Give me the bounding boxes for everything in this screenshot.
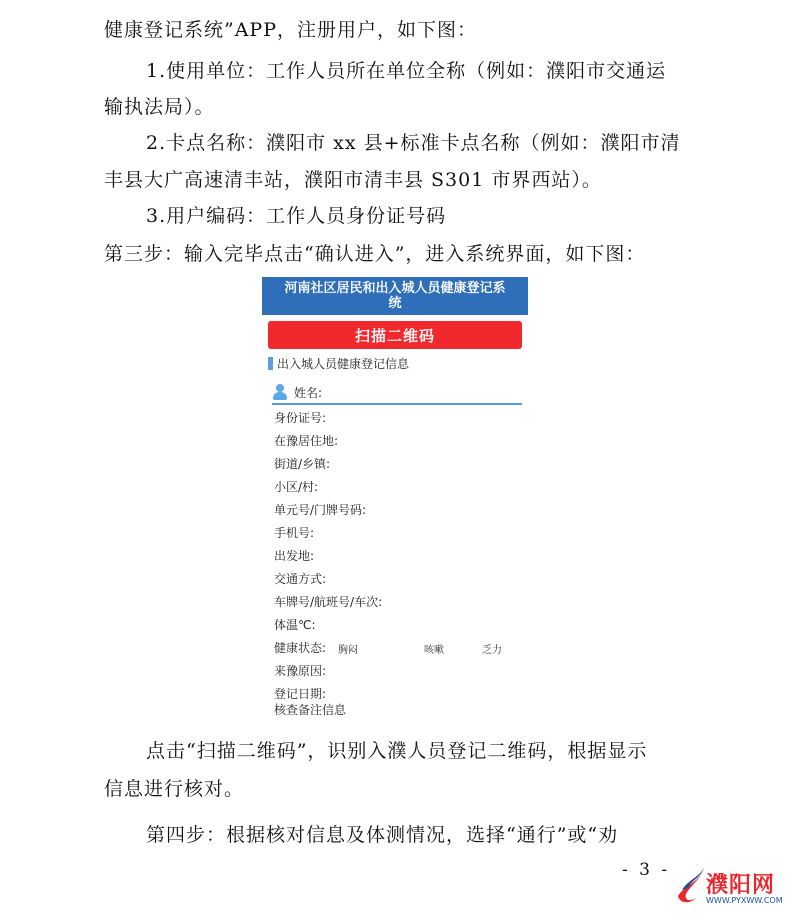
paragraph-line: 输执法局）。	[104, 96, 215, 118]
section-title	[268, 355, 409, 372]
temperature-field[interactable]: 体温℃:	[274, 618, 316, 632]
health-status-field: 健康状态:	[274, 641, 327, 655]
paragraph-line: 第三步：输入完毕点击“确认进入”，进入系统界面，如下图：	[104, 243, 646, 265]
street-field[interactable]: 街道/乡镇:	[274, 457, 331, 471]
site-logo	[672, 860, 788, 915]
scan-qr-button[interactable]: 扫描二维码	[268, 321, 522, 349]
paragraph-line: 丰县大广高速清丰站，濮阳市清丰县 S301 市界西站）。	[104, 169, 602, 191]
health-option[interactable]: 咳嗽	[424, 645, 444, 656]
unit-number-field[interactable]: 单元号/门牌号码:	[274, 503, 367, 517]
logo-swirl-icon	[674, 866, 706, 906]
reason-field[interactable]: 来豫原因:	[274, 664, 327, 678]
id-number-field[interactable]: 身份证号:	[274, 411, 327, 425]
page-number: - 3 -	[622, 860, 671, 880]
paragraph-line: 信息进行核对。	[104, 778, 245, 800]
app-header	[262, 277, 528, 315]
community-field[interactable]: 小区/村:	[274, 480, 319, 494]
app-title-line: 统	[388, 296, 402, 311]
paragraph-line: 点击“扫描二维码”，识别入濮人员登记二维码，根据显示	[146, 740, 648, 762]
remark-link[interactable]: 核查备注信息	[274, 703, 347, 717]
paragraph-line: 3.用户编码：工作人员身份证号码	[146, 205, 447, 227]
section-title-label: 出入城人员健康登记信息	[277, 357, 410, 371]
date-field[interactable]: 登记日期:	[274, 687, 327, 701]
app-screenshot	[262, 277, 528, 722]
logo-url: WWW.PYXWW.COM	[706, 896, 783, 905]
logo-text: 濮阳网	[706, 873, 776, 898]
paragraph-line: 第四步：根据核对信息及体测情况，选择“通行”或“劝	[146, 824, 619, 846]
departure-field[interactable]: 出发地:	[274, 549, 315, 563]
name-field[interactable]	[272, 381, 522, 405]
paragraph-line: 2.卡点名称：濮阳市 xx 县+标准卡点名称（例如：濮阳市清	[146, 132, 681, 154]
name-label: 姓名:	[294, 385, 323, 400]
transport-field[interactable]: 交通方式:	[274, 572, 327, 586]
section-bar-icon	[268, 357, 273, 370]
residence-field[interactable]: 在豫居住地:	[274, 434, 339, 448]
vehicle-number-field[interactable]: 车牌号/航班号/车次:	[274, 595, 383, 609]
paragraph-line: 1.使用单位：工作人员所在单位全称（例如：濮阳市交通运	[146, 60, 667, 82]
phone-field[interactable]: 手机号:	[274, 526, 315, 540]
health-option[interactable]: 胸闷	[338, 645, 358, 656]
app-title-line: 河南社区居民和出入城人员健康登记系	[284, 281, 506, 296]
paragraph-line: 健康登记系统”APP，注册用户，如下图：	[104, 19, 478, 41]
health-option[interactable]: 乏力	[482, 645, 502, 656]
user-icon	[272, 384, 288, 400]
